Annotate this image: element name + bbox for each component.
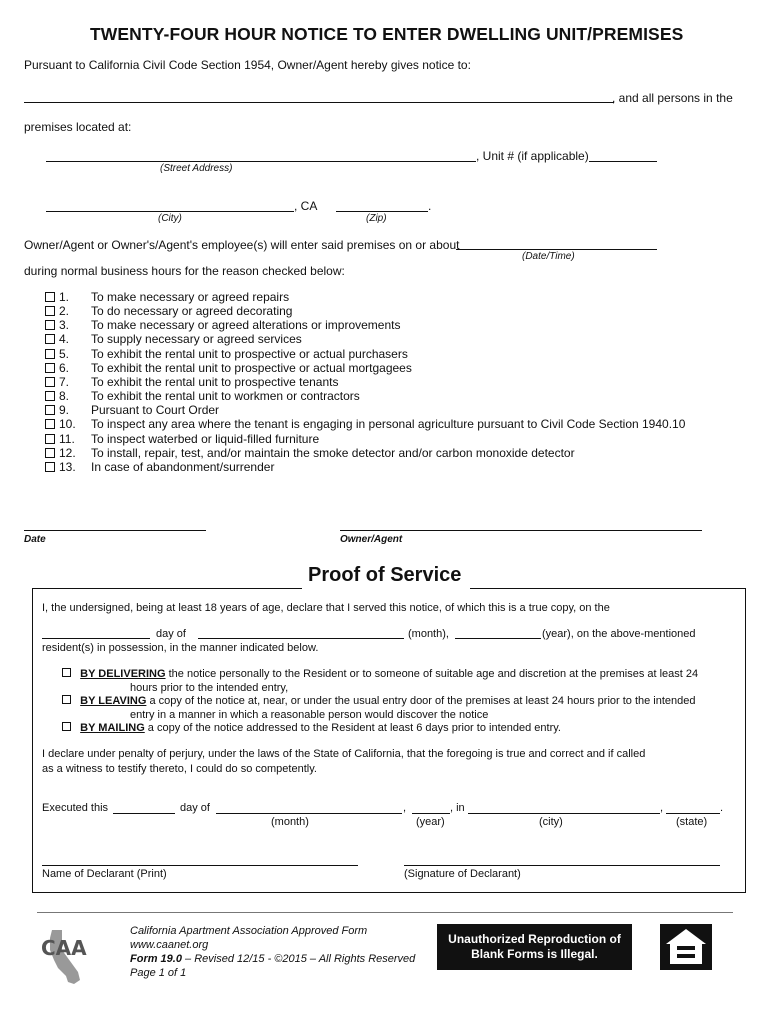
service-method-text: a copy of the notice addressed to the Resident at least 6 days prior to intended entry. <box>144 722 561 734</box>
service-method-item <box>62 721 561 735</box>
zip-caption: (Zip) <box>366 213 387 224</box>
california-state-icon <box>38 920 90 992</box>
reason-number: 8. <box>59 389 70 404</box>
executed-state-line[interactable] <box>666 813 720 814</box>
reason-checkbox[interactable] <box>45 292 55 302</box>
cap-month: (month) <box>271 816 309 828</box>
reason-item <box>45 360 412 375</box>
service-method-text: the notice personally to the Resident or to someone of suitable age and discretion at the premises at least 24 <box>165 668 699 680</box>
reason-checkbox[interactable] <box>45 363 55 373</box>
perjury-line-2: as a witness to testify thereto, I could do so competently. <box>42 763 317 775</box>
reason-text: To exhibit the rental unit to prospective or actual purchasers <box>91 346 408 361</box>
proof-month: (month), <box>408 628 449 640</box>
proof-frame-top-left <box>32 588 302 589</box>
service-day-line[interactable] <box>42 638 150 639</box>
reason-checkbox[interactable] <box>45 448 55 458</box>
proof-declare-text: I, the undersigned, being at least 18 years of age, declare that I served this notice, of which this is a true copy, on the <box>42 602 610 614</box>
period-mark: . <box>428 199 432 213</box>
service-method-checkbox[interactable] <box>62 722 71 731</box>
reason-number: 13. <box>59 459 76 474</box>
datetime-caption: (Date/Time) <box>522 251 575 262</box>
city-caption: (City) <box>158 213 182 224</box>
reason-text: To make necessary or agreed repairs <box>91 290 290 304</box>
reason-number: 5. <box>59 346 70 361</box>
business-hours-text: during normal business hours for the reason checked below: <box>24 264 345 278</box>
reason-number: 3. <box>59 318 70 333</box>
footer-form-line <box>130 953 415 965</box>
tenant-name-line[interactable] <box>24 102 614 103</box>
declarant-signature-caption: (Signature of Declarant) <box>404 868 521 880</box>
reason-item <box>45 403 220 418</box>
unit-label: , Unit # (if applicable) <box>476 149 589 163</box>
footer-line-1: California Apartment Association Approved Form <box>130 925 368 937</box>
banner-line-2: Blank Forms is Illegal. <box>471 947 598 961</box>
reason-number: 6. <box>59 360 70 375</box>
service-method-label: BY LEAVING <box>80 695 147 707</box>
perjury-line-1: I declare under penalty of perjury, under the laws of the State of California, that the foregoing is true and correct and if called <box>42 748 646 760</box>
service-method-label: BY MAILING <box>80 722 145 734</box>
reason-checkbox[interactable] <box>45 405 55 415</box>
reason-checkbox[interactable] <box>45 434 55 444</box>
reason-item <box>45 290 290 304</box>
reason-number: 11. <box>59 431 75 446</box>
reason-number: 10. <box>59 417 76 432</box>
service-method-item <box>62 694 696 722</box>
owner-caption: Owner/Agent <box>340 534 403 545</box>
declarant-signature-line[interactable] <box>404 865 720 866</box>
executed-period: . <box>720 802 724 814</box>
ca-label: , CA <box>294 199 318 213</box>
date-caption: Date <box>24 534 46 545</box>
service-month-line[interactable] <box>198 638 404 639</box>
executed-day-of: day of <box>180 802 210 814</box>
footer-form-number: Form 19.0 <box>130 953 182 965</box>
footer-website[interactable]: www.caanet.org <box>130 939 209 951</box>
reason-text: To install, repair, test, and/or maintain the smoke detector and/or carbon monoxide detector <box>91 445 575 460</box>
service-method-text: a copy of the notice at, near, or under the usual entry door of the premises at least 24 hours prior to the intended <box>146 695 696 707</box>
reason-number: 2. <box>59 304 70 319</box>
svg-text:CAA: CAA <box>41 936 87 960</box>
service-year-line[interactable] <box>455 638 541 639</box>
reason-number: 7. <box>59 374 70 389</box>
executed-this: Executed this <box>42 802 109 814</box>
reason-checkbox[interactable] <box>45 320 55 330</box>
equal-housing-icon <box>660 924 712 970</box>
reason-number: 12. <box>59 445 76 460</box>
declarant-name-line[interactable] <box>42 865 358 866</box>
banner-line-1: Unauthorized Reproduction of <box>448 932 621 946</box>
reason-text: To do necessary or agreed decorating <box>91 304 293 319</box>
reason-number: 9. <box>59 403 70 418</box>
proof-of-service-title: Proof of Service <box>308 564 462 586</box>
service-method-label: BY DELIVERING <box>80 668 166 680</box>
reason-item <box>45 417 686 432</box>
cap-city: (city) <box>539 816 563 828</box>
service-method-item <box>62 667 698 695</box>
service-method-continuation: entry in a manner in which a reasonable person would discover the notice <box>130 709 489 721</box>
form-title: TWENTY-FOUR HOUR NOTICE TO ENTER DWELLING UNIT/PREMISES <box>90 24 684 44</box>
reason-item <box>45 346 408 361</box>
reason-item <box>45 389 360 404</box>
city-line[interactable] <box>46 211 294 212</box>
premises-label: premises located at: <box>24 120 132 134</box>
reason-text: To exhibit the rental unit to prospective tenants <box>91 374 339 389</box>
reason-text: To inspect any area where the tenant is engaging in personal agriculture pursuant to Civil Code Section 1940.10 <box>91 417 686 432</box>
reason-text: To inspect waterbed or liquid-filled furniture <box>91 431 320 446</box>
reason-item <box>45 459 275 474</box>
street-caption: (Street Address) <box>160 163 233 174</box>
reason-text: In case of abandonment/surrender <box>91 459 275 474</box>
executed-city-line[interactable] <box>468 813 660 814</box>
caa-logo <box>38 920 90 992</box>
declarant-name-caption: Name of Declarant (Print) <box>42 868 167 880</box>
intro-text: Pursuant to California Civil Code Section 1954, Owner/Agent hereby gives notice to: <box>24 58 471 72</box>
date-time-line[interactable] <box>456 249 657 250</box>
reason-item <box>45 332 302 347</box>
reason-text: To supply necessary or agreed services <box>91 332 302 347</box>
executed-comma-2: , <box>660 802 664 814</box>
reason-item <box>45 445 575 460</box>
street-address-line[interactable] <box>46 161 476 162</box>
footer-page: Page 1 of 1 <box>130 967 187 979</box>
reason-checkbox[interactable] <box>45 377 55 387</box>
service-method-checkbox[interactable] <box>62 668 71 677</box>
executed-day-line[interactable] <box>113 813 175 814</box>
footer-rule <box>37 912 733 913</box>
executed-comma-1: , <box>403 802 407 814</box>
proof-residents: resident(s) in possession, in the manner indicated below. <box>42 642 319 654</box>
reason-text: Pursuant to Court Order <box>91 403 220 418</box>
zip-line[interactable] <box>336 211 428 212</box>
owner-signature-line[interactable] <box>340 530 702 531</box>
date-signature-line[interactable] <box>24 530 206 531</box>
cap-year: (year) <box>416 816 445 828</box>
unit-number-line[interactable] <box>589 161 657 162</box>
footer-revised: – Revised 12/15 - ©2015 – All Rights Reserved <box>181 953 416 965</box>
reproduction-warning-banner <box>437 924 632 970</box>
reason-checkbox[interactable] <box>45 306 55 316</box>
reason-checkbox[interactable] <box>45 334 55 344</box>
reason-item <box>45 304 293 319</box>
reason-item <box>45 318 401 333</box>
reason-number: 4. <box>59 332 70 347</box>
executed-in: , in <box>450 802 465 814</box>
reason-text: To exhibit the rental unit to workmen or contractors <box>91 389 360 404</box>
cap-state: (state) <box>676 816 708 828</box>
persons-suffix: , and all persons in the <box>612 91 733 105</box>
executed-month-line[interactable] <box>216 813 402 814</box>
service-method-checkbox[interactable] <box>62 695 71 704</box>
reason-text: To make necessary or agreed alterations or improvements <box>91 318 401 333</box>
reason-checkbox[interactable] <box>45 419 55 429</box>
reason-item <box>45 431 320 446</box>
enter-statement: Owner/Agent or Owner's/Agent's employee(s) will enter said premises on or about <box>24 238 460 252</box>
proof-year: (year), on the above-mentioned <box>542 628 696 640</box>
reason-checkbox[interactable] <box>45 462 55 472</box>
reason-item <box>45 374 339 389</box>
service-method-continuation: hours prior to the intended entry, <box>130 682 289 694</box>
executed-year-line[interactable] <box>412 813 450 814</box>
reason-checkbox[interactable] <box>45 391 55 401</box>
proof-frame-top-right <box>470 588 745 589</box>
proof-day-of: day of <box>156 628 186 640</box>
reason-number: 1. <box>59 290 70 304</box>
reason-text: To exhibit the rental unit to prospective or actual mortgagees <box>91 360 412 375</box>
reason-checkbox[interactable] <box>45 349 55 359</box>
